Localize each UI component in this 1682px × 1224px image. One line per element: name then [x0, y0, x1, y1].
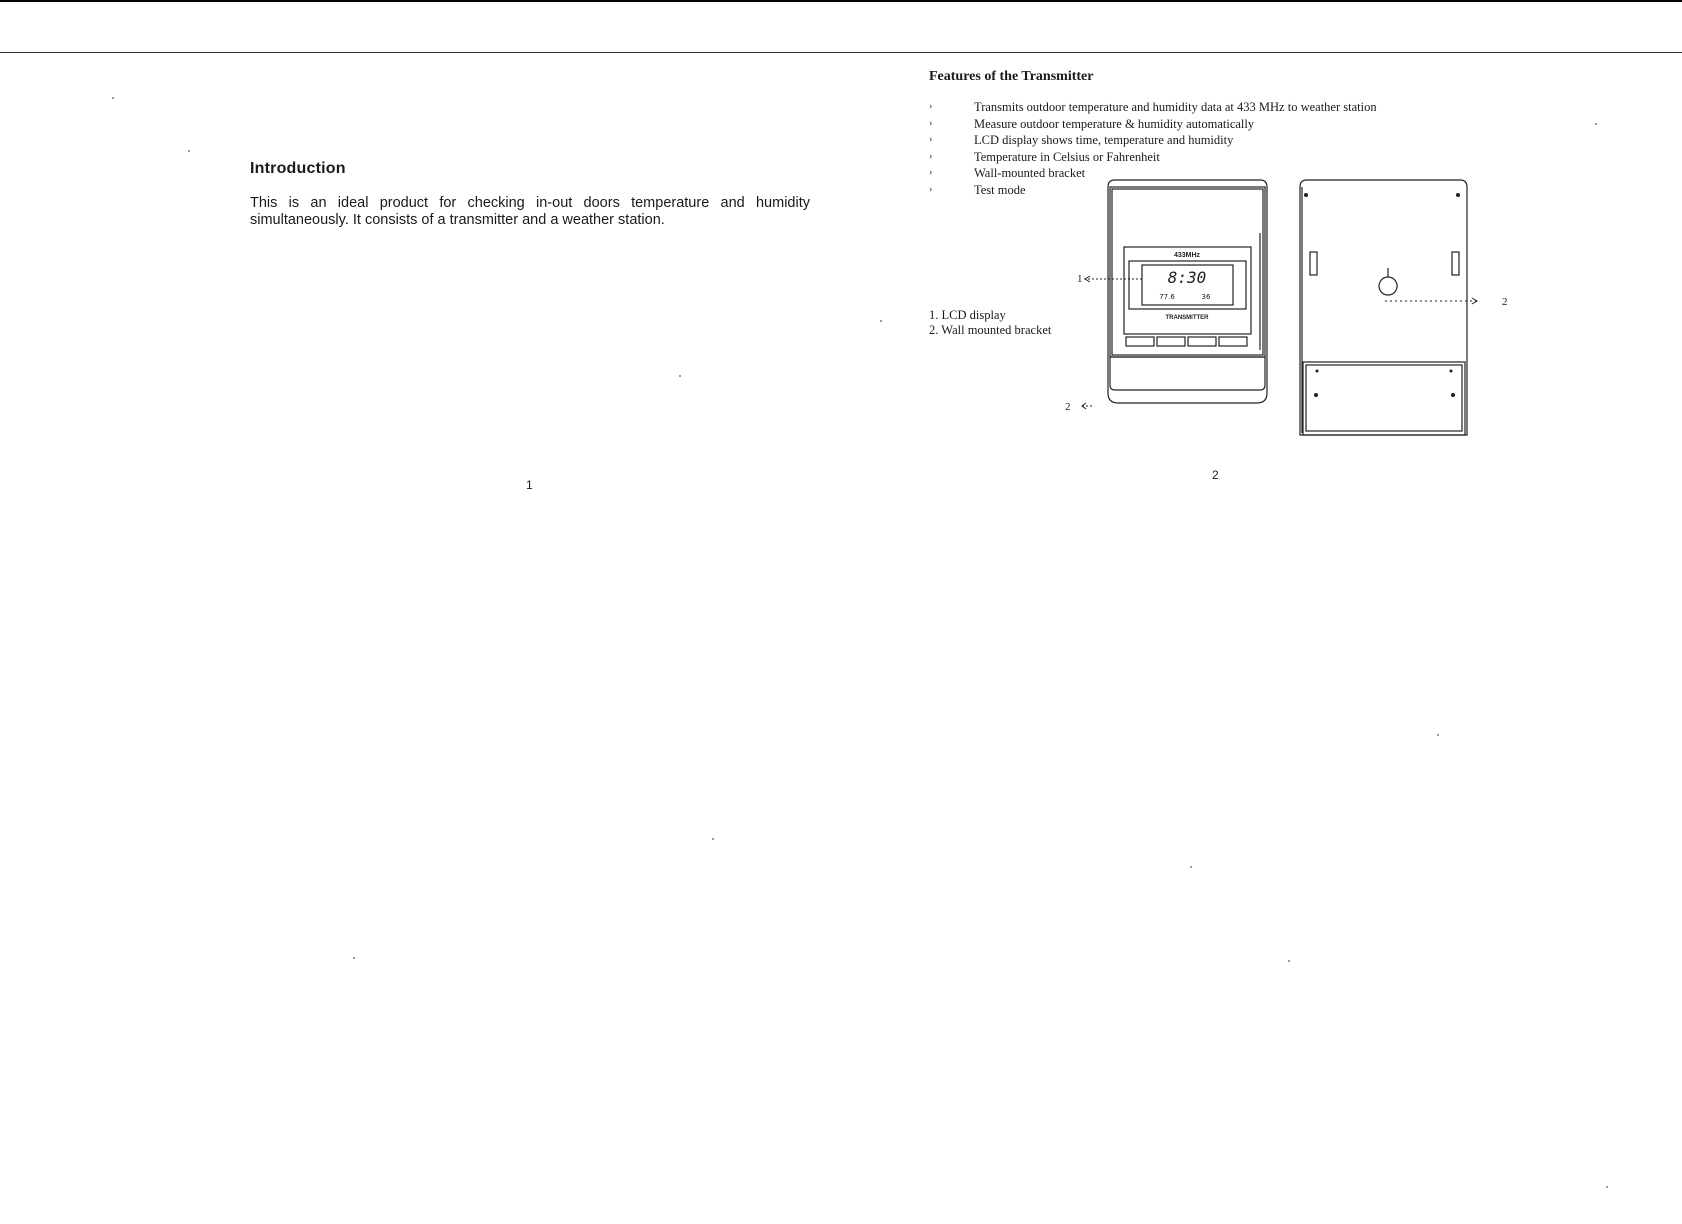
scan-speck [188, 150, 190, 152]
lcd-frequency-label: 433MHz [1173, 252, 1201, 259]
brand-label: TRANSMITTER [1165, 315, 1209, 321]
scan-speck [679, 375, 681, 377]
features-heading: Features of the Transmitter [929, 69, 1094, 84]
page-number-left: 1 [526, 478, 533, 492]
scan-speck [353, 957, 355, 959]
lcd-time-readout: 8:30 [1167, 268, 1207, 287]
bullet-icon: › [929, 134, 933, 145]
scan-speck [1190, 866, 1192, 868]
page-number-right: 2 [1212, 468, 1219, 482]
scan-speck [1606, 1186, 1608, 1188]
list-item: › Measure outdoor temperature & humidity automatically [929, 116, 1255, 131]
bullet-icon: › [929, 101, 933, 112]
scan-speck [1437, 734, 1439, 736]
transmitter-front-view [1108, 180, 1267, 403]
lcd-temperature-readout: 77.6 [1159, 293, 1175, 301]
scan-speck [112, 97, 114, 99]
list-item: › Wall-mounted bracket [929, 166, 1086, 180]
scan-speck [880, 320, 882, 322]
callout-2-back-label: 2 [1502, 296, 1508, 308]
scan-speck [1595, 123, 1597, 125]
legend-item-bracket: 2. Wall mounted bracket [929, 323, 1052, 337]
list-item: › Test mode [929, 182, 1026, 197]
header-rule [0, 52, 1682, 53]
top-edge-rule [0, 0, 1682, 2]
bullet-icon: › [929, 167, 933, 178]
callout-2-front-label: 2 [1065, 401, 1071, 413]
transmitter-figure [1060, 175, 1480, 445]
bullet-icon: › [929, 183, 933, 195]
scan-speck [712, 838, 714, 840]
list-item: › Transmits outdoor temperature and humidity data at 433 MHz to weather station [929, 100, 1377, 114]
introduction-paragraph: This is an ideal product for checking in-out doors temperature and humidity simultaneously. It consists of a transmitter and a weather station. [250, 195, 810, 228]
lcd-humidity-readout: 36 [1201, 293, 1211, 301]
scan-speck [1288, 960, 1290, 962]
legend-item-lcd: 1. LCD display [929, 308, 1006, 322]
bullet-icon: › [929, 150, 933, 162]
callout-1-label: 1 [1077, 273, 1083, 285]
list-item: › Temperature in Celsius or Fahrenheit [929, 149, 1160, 164]
introduction-heading: Introduction [250, 160, 346, 177]
figure-legend [929, 308, 1051, 338]
bullet-icon: › [929, 117, 933, 129]
transmitter-back-view [1300, 180, 1467, 435]
list-item: › LCD display shows time, temperature and humidity [929, 133, 1234, 147]
